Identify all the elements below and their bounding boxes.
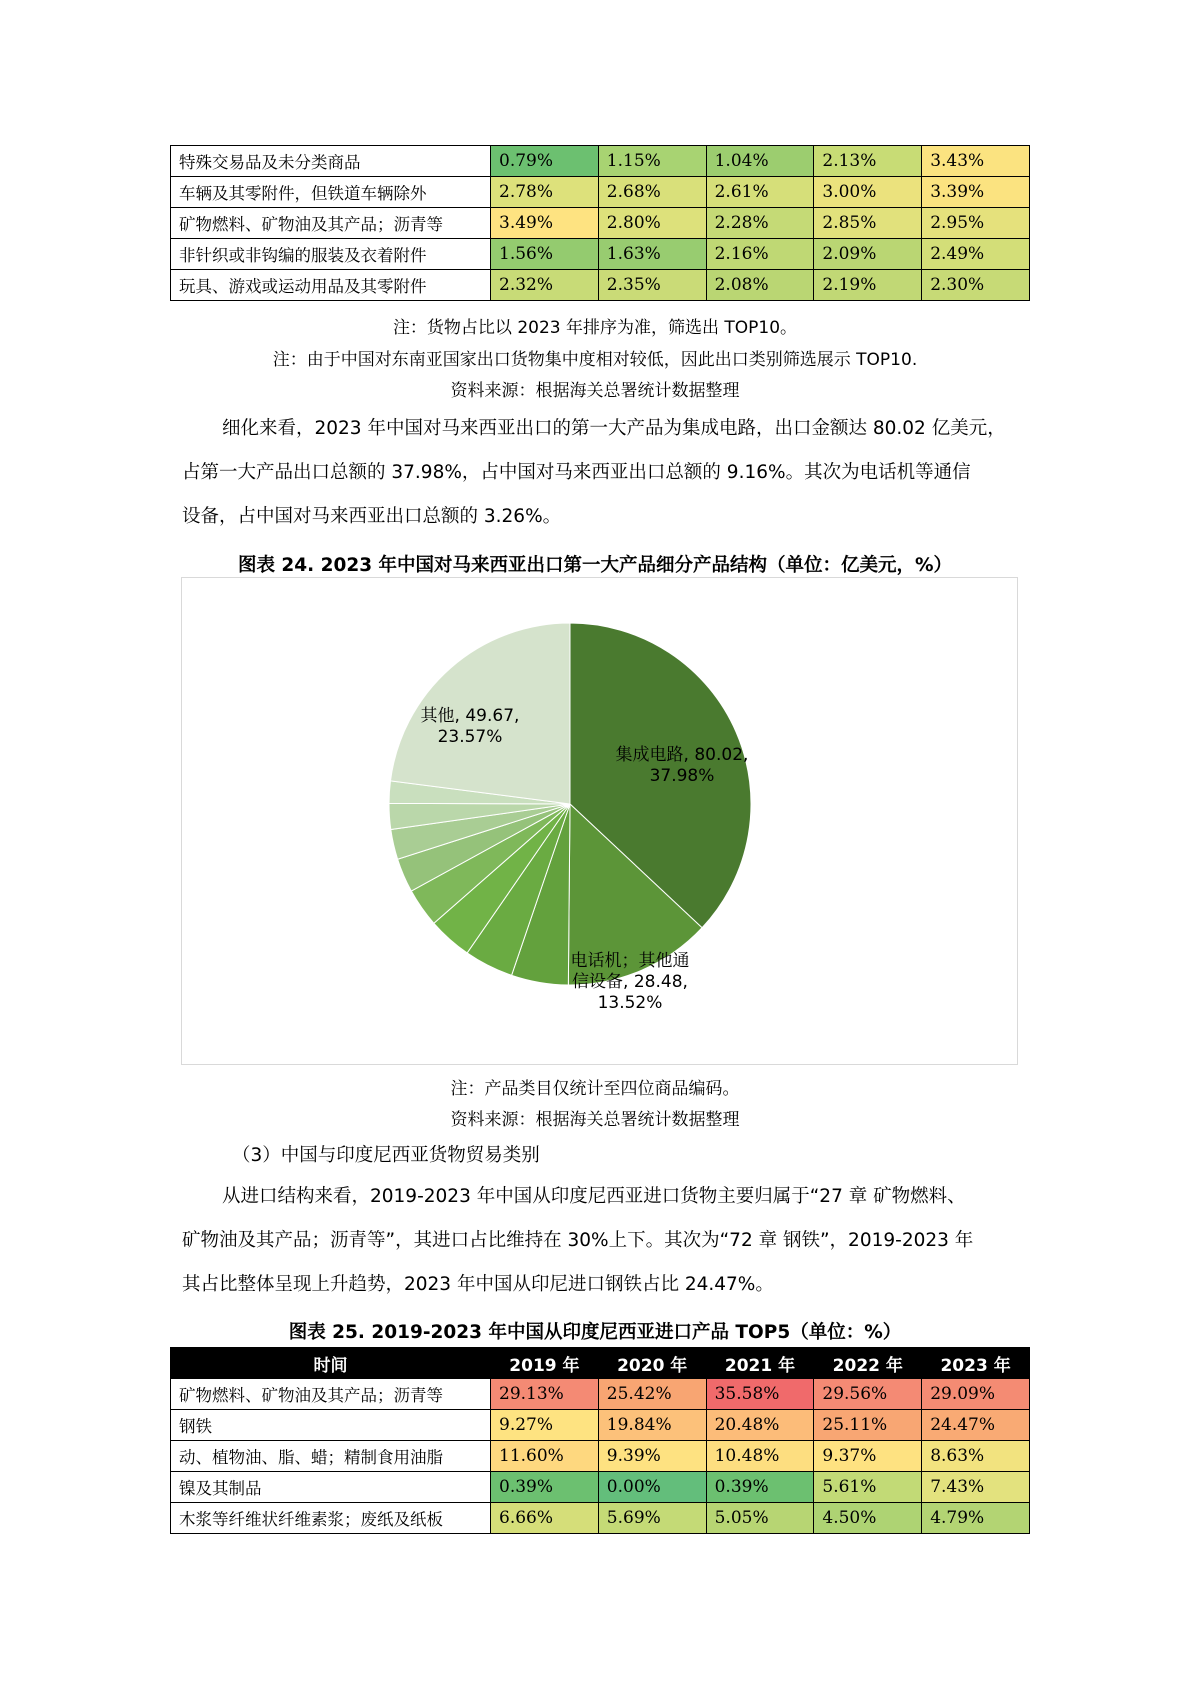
value-cell: 2.80% (598, 208, 706, 239)
value-cell: 5.69% (598, 1503, 706, 1534)
column-header: 2020 年 (598, 1348, 706, 1379)
paragraph-line: 矿物油及其产品；沥青等”，其进口占比维持在 30%上下。其次为“72 章 钢铁”，2019-2023 年 (182, 1230, 974, 1251)
row-label: 钢铁 (171, 1410, 491, 1441)
row-label: 镍及其制品 (171, 1472, 491, 1503)
value-cell: 20.48% (706, 1410, 814, 1441)
value-cell: 0.39% (491, 1472, 599, 1503)
value-cell: 2.61% (706, 177, 814, 208)
paragraph-line: 细化来看，2023 年中国对马来西亚出口的第一大产品为集成电路，出口金额达 80.02 亿美元， (222, 418, 1006, 439)
value-cell: 3.43% (922, 146, 1030, 177)
value-cell: 5.05% (706, 1503, 814, 1534)
value-cell: 2.30% (922, 270, 1030, 301)
value-cell: 3.49% (491, 208, 599, 239)
slice-label-line: 其他, 49.67, (420, 706, 520, 726)
value-cell: 25.11% (814, 1410, 922, 1441)
value-cell: 1.63% (598, 239, 706, 270)
value-cell: 11.60% (491, 1441, 599, 1472)
paragraph-indonesia (182, 1175, 1020, 1307)
row-label: 特殊交易品及未分类商品 (171, 146, 491, 177)
row-label: 动、植物油、脂、蜡；精制食用油脂 (171, 1441, 491, 1472)
value-cell: 3.00% (814, 177, 922, 208)
table-row (171, 146, 1030, 177)
table-header-row (171, 1348, 1030, 1379)
row-label: 玩具、游戏或运动用品及其零附件 (171, 270, 491, 301)
table-row (171, 1410, 1030, 1441)
value-cell: 29.09% (922, 1379, 1030, 1410)
value-cell: 10.48% (706, 1441, 814, 1472)
value-cell: 2.49% (922, 239, 1030, 270)
figure-25-title: 图表 25. 2019-2023 年中国从印度尼西亚进口产品 TOP5（单位：%） (288, 1322, 902, 1343)
slice-label-line: 13.52% (597, 993, 663, 1013)
value-cell: 2.68% (598, 177, 706, 208)
value-cell: 2.35% (598, 270, 706, 301)
table-row (171, 1472, 1030, 1503)
value-cell: 4.79% (922, 1503, 1030, 1534)
value-cell: 2.08% (706, 270, 814, 301)
column-header: 2021 年 (706, 1348, 814, 1379)
column-header: 2022 年 (814, 1348, 922, 1379)
value-cell: 4.50% (814, 1503, 922, 1534)
table-row (171, 1503, 1030, 1534)
value-cell: 1.15% (598, 146, 706, 177)
source-note-2: 资料来源：根据海关总署统计数据整理 (450, 1110, 740, 1130)
figure-24-title: 图表 24. 2023 年中国对马来西亚出口第一大产品细分产品结构（单位：亿美元，%） (237, 555, 953, 576)
value-cell: 3.39% (922, 177, 1030, 208)
table-row (171, 177, 1030, 208)
slice-label-line: 23.57% (437, 727, 503, 747)
export-top10-table (170, 145, 1030, 301)
note-sort: 注：货物占比以 2023 年排序为准，筛选出 TOP10。 (392, 318, 798, 338)
table-row (171, 1441, 1030, 1472)
source-note: 资料来源：根据海关总署统计数据整理 (450, 381, 740, 401)
value-cell: 0.00% (598, 1472, 706, 1503)
value-cell: 19.84% (598, 1410, 706, 1441)
slice-label-line: 电话机；其他通 (570, 951, 690, 971)
row-label: 非针织或非钩编的服装及衣着附件 (171, 239, 491, 270)
value-cell: 2.95% (922, 208, 1030, 239)
value-cell: 9.39% (598, 1441, 706, 1472)
value-cell: 0.39% (706, 1472, 814, 1503)
table-row (171, 1379, 1030, 1410)
table-row (171, 208, 1030, 239)
value-cell: 9.27% (491, 1410, 599, 1441)
value-cell: 9.37% (814, 1441, 922, 1472)
slice-label (571, 950, 690, 1013)
column-header: 2023 年 (922, 1348, 1030, 1379)
value-cell: 2.85% (814, 208, 922, 239)
paragraph-malaysia (182, 407, 1020, 539)
row-label: 车辆及其零附件，但铁道车辆除外 (171, 177, 491, 208)
value-cell: 2.16% (706, 239, 814, 270)
value-cell: 1.04% (706, 146, 814, 177)
row-label: 木浆等纤维状纤维素浆；废纸及纸板 (171, 1503, 491, 1534)
value-cell: 35.58% (706, 1379, 814, 1410)
paragraph-line: 从进口结构来看，2019-2023 年中国从印度尼西亚进口货物主要归属于“27 章 矿物燃料、 (222, 1186, 966, 1207)
row-label: 矿物燃料、矿物油及其产品；沥青等 (171, 1379, 491, 1410)
slice-label-line: 37.98% (649, 766, 715, 786)
value-cell: 5.61% (814, 1472, 922, 1503)
slice-label-line: 信设备, 28.48, (572, 972, 688, 992)
pie-chart (182, 578, 1017, 1064)
column-header: 时间 (171, 1348, 491, 1379)
value-cell: 6.66% (491, 1503, 599, 1534)
value-cell: 1.56% (491, 239, 599, 270)
value-cell: 25.42% (598, 1379, 706, 1410)
slice-label-line: 集成电路, 80.02, (615, 745, 749, 765)
value-cell: 29.56% (814, 1379, 922, 1410)
value-cell: 29.13% (491, 1379, 599, 1410)
value-cell: 2.32% (491, 270, 599, 301)
section-heading: （3）中国与印度尼西亚货物贸易类别 (232, 1145, 540, 1166)
note-concentration: 注：由于中国对东南亚国家出口货物集中度相对较低，因此出口类别筛选展示 TOP10. (272, 350, 918, 370)
value-cell: 8.63% (922, 1441, 1030, 1472)
value-cell: 0.79% (491, 146, 599, 177)
note-product-code: 注：产品类目仅统计至四位商品编码。 (450, 1079, 740, 1099)
pie-chart-frame (181, 577, 1018, 1065)
indonesia-import-table (170, 1347, 1030, 1534)
value-cell: 2.78% (491, 177, 599, 208)
paragraph-line: 占第一大产品出口总额的 37.98%，占中国对马来西亚出口总额的 9.16%。其次为电话机等通信 (182, 462, 971, 483)
value-cell: 2.13% (814, 146, 922, 177)
value-cell: 7.43% (922, 1472, 1030, 1503)
paragraph-line: 设备，占中国对马来西亚出口总额的 3.26%。 (182, 506, 562, 527)
table-row (171, 239, 1030, 270)
value-cell: 2.28% (706, 208, 814, 239)
paragraph-line: 其占比整体呈现上升趋势，2023 年中国从印尼进口钢铁占比 24.47%。 (182, 1274, 774, 1295)
column-header: 2019 年 (491, 1348, 599, 1379)
value-cell: 24.47% (922, 1410, 1030, 1441)
row-label: 矿物燃料、矿物油及其产品；沥青等 (171, 208, 491, 239)
value-cell: 2.09% (814, 239, 922, 270)
value-cell: 2.19% (814, 270, 922, 301)
table-row (171, 270, 1030, 301)
